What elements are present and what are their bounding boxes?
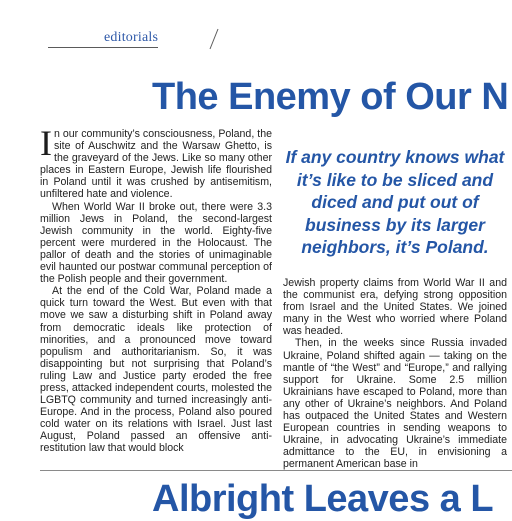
paragraph: Then, in the weeks since Russia invaded Ukraine, Poland shifted again — taking on the mantle of “the West” and “Europe,” and rallying support for Ukraine. Some 2.5 million Ukrainians have escaped to Poland, more than any other of Ukraine’s neighbors. And Poland has outpaced the United States and Western European countries in sending weapons to Ukraine, in advocating Ukraine’s immediate admittance to the EU, in envisioning a permanent American base in xyxy=(283,337,507,471)
article-column-right xyxy=(283,277,507,471)
paragraph: At the end of the Cold War, Poland made a quick turn toward the West. But even with that move we saw a disturbing shift in Poland away from democratic ideals like protection of minorities, and a pronounced move toward populism and authoritarianism. So, it was disappointing but not surprising that Poland’s ruling Law and Justice party eroded the free press, attacked independent courts, molested the LGBTQ community and turned increasingly anti-Europe. And in the process, Poland also poured cold water on its relations with Israel. Just last August, Poland passed an offensive anti-restitution law that would block xyxy=(40,285,272,455)
drop-cap: I xyxy=(40,123,52,163)
next-article-headline: Albright Leaves a L xyxy=(152,478,494,520)
paragraph: When World War II broke out, there were 3.3 million Jews in Poland, the second-largest Jewish community in the world. Eighty-five percent were murdered in the Holocaust. The pallor of death and the stories of unimaginable evil haunted our postwar communal perception of the Polish people and their government. xyxy=(40,200,272,286)
article-headline: The Enemy of Our N xyxy=(152,76,509,118)
article-column-left xyxy=(40,123,272,455)
section-label-text: editorials xyxy=(104,30,159,45)
section-label xyxy=(48,30,180,52)
paragraph: n our community’s consciousness, Poland, the site of Auschwitz and the Warsaw Ghetto, is the graveyard of the Jews. Like so many other places in Eastern Europe, Jewish life flourished in Poland until it was crushed by antisemitism, unfiltered hate and violence. xyxy=(40,128,272,201)
article-divider xyxy=(40,470,512,471)
paragraph: Jewish property claims from World War II and the communist era, defying strong opposition from Israel and the United States. We joined many in the West who worried where Poland was headed. xyxy=(283,277,507,338)
section-rule xyxy=(48,47,158,48)
slash-divider-icon xyxy=(208,28,220,50)
pull-quote: If any country knows what it’s like to be sliced and diced and put out of business by its larger neighbors, it’s Poland. xyxy=(285,147,505,257)
